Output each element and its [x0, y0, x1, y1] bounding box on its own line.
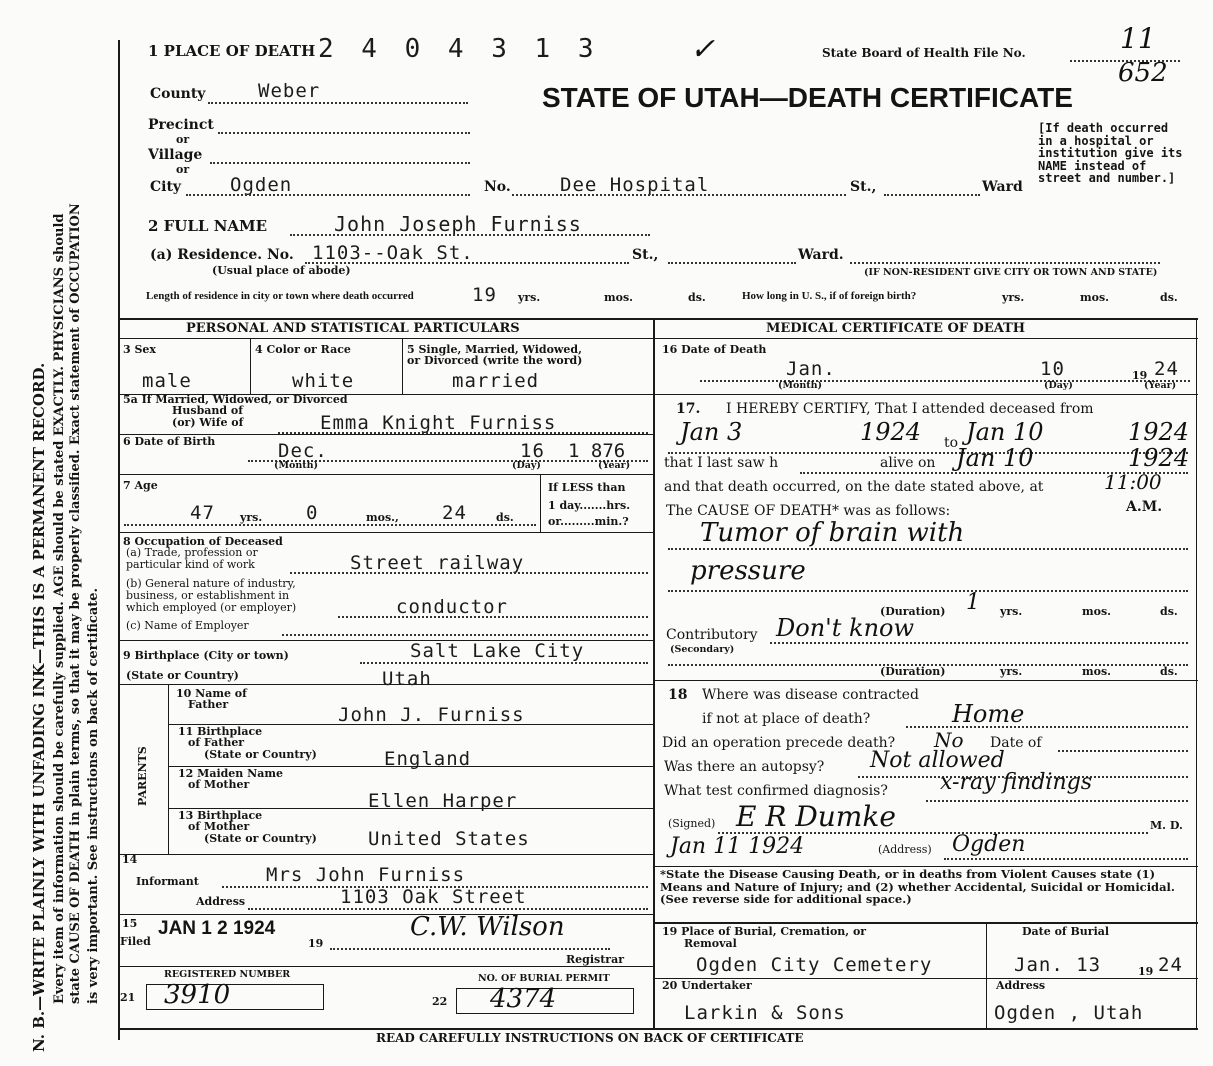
industry-value: conductor — [396, 596, 508, 618]
undertaker-value: Larkin & Sons — [684, 1002, 846, 1024]
death-19-label: 19 — [1132, 369, 1148, 382]
side-note-4: is very important. See instructions on back of certificate. — [86, 587, 101, 1004]
where-value: Home — [952, 700, 1025, 728]
marital-label-2: or Divorced (write the word) — [407, 354, 583, 367]
father-bp-label-1: 11 Birthplace — [178, 725, 263, 738]
birthplace-line — [360, 662, 648, 664]
death-time: 11:00 — [1104, 470, 1162, 494]
st-label: St., — [850, 179, 877, 195]
father-bp-value: England — [384, 748, 472, 770]
full-name-value: John Joseph Furniss — [334, 212, 582, 236]
signed-label: (Signed) — [668, 817, 716, 830]
physician-address-label: (Address) — [878, 843, 932, 856]
item-14-number: 14 — [122, 853, 138, 866]
informant-address-line — [248, 908, 648, 910]
burial-permit-label: NO. OF BURIAL PERMIT — [478, 973, 610, 984]
age-divider — [540, 474, 541, 532]
precinct-label: Precinct — [148, 117, 214, 133]
duration2-mos-label: mos. — [1082, 665, 1111, 678]
state-country-label: (State or Country) — [126, 669, 239, 682]
burial-permit-value: 4374 — [490, 984, 557, 1014]
dob-month: Dec. — [278, 440, 328, 462]
us-mos-label: mos. — [1080, 291, 1109, 304]
county-value: Weber — [258, 80, 321, 102]
registered-number-value: 3910 — [164, 980, 231, 1010]
occupation-label-3: particular kind of work — [126, 558, 255, 571]
burial-date-label: Date of Burial — [1022, 925, 1110, 938]
dob-day-caption: (Day) — [512, 460, 541, 471]
undertaker-label: 20 Undertaker — [662, 979, 752, 992]
autopsy-value: Not allowed — [870, 748, 1005, 773]
file-no-1: 11 — [1120, 22, 1156, 55]
no-line — [512, 194, 846, 196]
occupation-label-1: 8 Occupation of Deceased — [123, 535, 283, 548]
physician-signature: E R Dumke — [736, 800, 896, 833]
duration-value: 1 — [966, 590, 980, 615]
marital-value: married — [452, 370, 540, 392]
undertaker-address-label: Address — [996, 979, 1046, 992]
age-line — [124, 524, 536, 526]
us-yrs-label: yrs. — [1002, 291, 1025, 304]
or-label-2: or — [176, 163, 190, 176]
if-less-label-2: 1 day.......hrs. — [548, 499, 631, 512]
operation-label: Did an operation precede death? — [662, 735, 896, 751]
father-bp-label-3: (State or Country) — [204, 748, 317, 761]
burial-label-1: 19 Place of Burial, Cremation, or — [662, 925, 867, 938]
city-value: Ogden — [230, 174, 293, 196]
last-saw-date: Jan 10 — [956, 444, 1034, 472]
residence-st-line — [668, 262, 796, 264]
cause-line-2: pressure — [690, 556, 806, 586]
residence-label: (a) Residence. No. — [150, 247, 294, 263]
mother-bp-label-2: of Mother — [188, 820, 250, 833]
industry-label-1: (b) General nature of industry, — [126, 577, 296, 590]
cause-footnote: *State the Disease Causing Death, or in deaths from Violent Causes state (1) Means and Nature of Injury; and (2) whether Accidental, Suicidal or Homicidal. (See reverse side for additional space.) — [660, 867, 1175, 907]
certify-text: I HEREBY CERTIFY, That I attended deceased from — [726, 401, 1094, 417]
cause-dots-1 — [668, 548, 1188, 550]
length-mos-label: mos. — [604, 291, 633, 304]
marital-label-1: 5 Single, Married, Widowed, — [407, 343, 582, 356]
duration2-yrs-label: yrs. — [1000, 665, 1023, 678]
item-22-number: 22 — [432, 995, 448, 1008]
informant-label: Informant — [136, 875, 199, 888]
physician-address: Ogden — [952, 832, 1026, 857]
item-15-number: 15 — [122, 917, 138, 930]
mother-label-1: 12 Maiden Name — [178, 767, 283, 780]
row-7-line — [118, 532, 653, 533]
side-note-1: N. B.—WRITE PLAINLY WITH UNFADING INK—THIS IS A PERMANENT RECORD. — [30, 362, 48, 1052]
hospital-note: [If death occurred in a hospital or institution give its NAME instead of street and number.] — [1038, 121, 1183, 186]
duration2-ds-label: ds. — [1160, 665, 1178, 678]
last-saw-text: that I last saw h — [664, 455, 779, 471]
registered-number-label: REGISTERED NUMBER — [164, 969, 291, 980]
attended-line — [668, 452, 1188, 454]
if-less-label-1: If LESS than — [548, 481, 626, 494]
dob-year: 1 876 — [568, 440, 626, 462]
length-ds-label: ds. — [688, 291, 706, 304]
residence-ward-label: Ward. — [798, 247, 844, 263]
age-mos-label: mos., — [366, 511, 399, 524]
duration2-label: (Duration) — [880, 665, 946, 678]
death-year-caption: (Year) — [1144, 380, 1177, 391]
county-line — [208, 102, 468, 104]
death-day-caption: (Day) — [1044, 380, 1073, 391]
length-residence-value: 19 — [472, 284, 497, 306]
medical-section-title: MEDICAL CERTIFICATE OF DEATH — [766, 321, 1026, 336]
row-16-line — [653, 394, 1198, 395]
registrar-signature: C.W. Wilson — [410, 912, 565, 942]
residence-value: 1103--Oak St. — [312, 242, 474, 264]
row-15-line — [118, 966, 653, 967]
mother-bp-value: United States — [368, 828, 530, 850]
where-label-2: if not at place of death? — [702, 711, 871, 727]
age-label: 7 Age — [123, 479, 158, 492]
sex-divider — [250, 338, 251, 394]
age-years: 47 — [190, 502, 215, 524]
sex-value: male — [142, 370, 192, 392]
full-name-label: 2 FULL NAME — [148, 217, 268, 235]
burial-divider — [986, 922, 987, 1028]
age-days: 24 — [442, 502, 467, 524]
date-of-death-label: 16 Date of Death — [662, 343, 767, 356]
file-no-2: 652 — [1118, 58, 1168, 88]
filed-19-label: 19 — [308, 937, 324, 950]
item-18-number: 18 — [668, 687, 688, 703]
dob-month-caption: (Month) — [274, 460, 319, 471]
industry-label-2: business, or establishment in — [126, 589, 290, 602]
spouse-value: Emma Knight Furniss — [320, 412, 557, 434]
employer-line — [282, 634, 648, 636]
father-label-1: 10 Name of — [176, 687, 247, 700]
burial-19-label: 19 — [1138, 965, 1154, 978]
informant-address-label: Address — [196, 895, 246, 908]
grid-section-line — [118, 338, 1198, 339]
no-label: No. — [484, 179, 511, 195]
side-note-3: state CAUSE OF DEATH in plain terms, so that it may be properly classified. Exact statement of OCCUPATION — [68, 203, 83, 1004]
cause-label: The CAUSE OF DEATH* was as follows: — [666, 503, 951, 519]
last-saw-year: 1924 — [1128, 444, 1190, 472]
date-of-label: Date of — [990, 735, 1042, 751]
if-less-label-3: or.........min.? — [548, 515, 629, 528]
residence-line — [305, 262, 629, 264]
registrar-line — [330, 948, 610, 950]
signed-date: Jan 11 1924 — [670, 834, 805, 859]
certificate-title: STATE OF UTAH—DEATH CERTIFICATE — [542, 82, 1073, 113]
industry-label-3: which employed (or employer) — [126, 601, 297, 614]
length-residence-label: Length of residence in city or town where death occurred — [146, 290, 414, 302]
grid-top-line — [118, 318, 1198, 320]
occupation-line — [290, 572, 648, 574]
ward-line — [884, 194, 980, 196]
certificate-number: 2 4 0 4 3 1 3 — [318, 34, 600, 64]
burial-place: Ogden City Cemetery — [696, 954, 933, 976]
us-ds-label: ds. — [1160, 291, 1178, 304]
how-long-label: How long in U. S., if of foreign birth? — [742, 290, 917, 302]
death-month-caption: (Month) — [778, 380, 823, 391]
cause-dots-2 — [668, 590, 1188, 592]
duration-yrs-label: yrs. — [1000, 605, 1023, 618]
filed-stamp: JAN 1 2 1924 — [158, 918, 276, 939]
attended-from-year: 1924 — [860, 418, 922, 446]
filed-label: Filed — [120, 935, 151, 948]
informant-address-value: 1103 Oak Street — [340, 886, 527, 908]
item-21-number: 21 — [120, 991, 136, 1004]
spouse-label-3: (or) Wife of — [172, 416, 244, 429]
precinct-line — [218, 132, 470, 134]
md-label: M. D. — [1150, 819, 1183, 832]
undertaker-address: Ogden , Utah — [994, 1002, 1144, 1024]
or-label-1: or — [176, 133, 190, 146]
contributory-line — [770, 642, 1188, 644]
burial-label-2: Removal — [684, 937, 737, 950]
registrar-label: Registrar — [566, 953, 625, 966]
diagnosis-value: x-ray findings — [940, 770, 1093, 795]
burial-date: Jan. 13 — [1014, 954, 1102, 976]
village-line — [210, 162, 470, 164]
side-note-2: Every item of information should be carefully supplied. AGE should be stated EXACTLY. PHYSICIANS should — [52, 213, 67, 1004]
non-resident-note: (IF NON-RESIDENT GIVE CITY OR TOWN AND STATE) — [864, 267, 1158, 278]
death-year: 24 — [1154, 358, 1179, 380]
secondary-label: (Secondary) — [670, 644, 735, 655]
duration-mos-label: mos. — [1082, 605, 1111, 618]
contributory-label: Contributory — [666, 627, 758, 643]
father-label-2: Father — [188, 698, 229, 711]
age-yrs-label: yrs. — [240, 511, 263, 524]
spouse-label-1: 5a If Married, Widowed, or Divorced — [123, 393, 348, 406]
footer-instructions: READ CAREFULLY INSTRUCTIONS ON BACK OF CERTIFICATE — [376, 1031, 804, 1045]
left-border — [118, 40, 120, 1040]
age-ds-label: ds. — [496, 511, 514, 524]
city-line — [186, 194, 470, 196]
ward-label: Ward — [982, 179, 1023, 195]
mother-bp-label-1: 13 Birthplace — [178, 809, 263, 822]
village-label: Village — [148, 147, 203, 163]
attended-to-year: 1924 — [1128, 418, 1190, 446]
row-17-line — [653, 680, 1198, 681]
mother-bp-label-3: (State or Country) — [204, 832, 317, 845]
dob-day: 16 — [520, 440, 545, 462]
operation-line — [1058, 750, 1188, 752]
row-9-line — [118, 684, 653, 685]
usual-place-label: (Usual place of abode) — [212, 264, 351, 277]
county-label: County — [150, 86, 206, 102]
spouse-label-2: Husband of — [172, 404, 243, 417]
death-day: 10 — [1040, 358, 1065, 380]
parents-label: PARENTS — [136, 746, 149, 806]
to-label: to — [944, 435, 959, 451]
place-of-death-label: 1 PLACE OF DEATH — [148, 42, 316, 60]
state-board-label: State Board of Health File No. — [822, 46, 1026, 60]
operation-value: No — [934, 728, 964, 752]
row-footnote-line — [653, 922, 1198, 924]
contributory-value: Don't know — [776, 614, 915, 642]
alive-on-label: alive on — [880, 455, 936, 471]
color-divider — [402, 338, 403, 394]
duration-ds-label: ds. — [1160, 605, 1178, 618]
death-occurred-text: and that death occurred, on the date stated above, at — [664, 479, 1044, 495]
attended-to: Jan 10 — [966, 418, 1044, 446]
city-label: City — [150, 179, 182, 195]
diagnosis-label: What test confirmed diagnosis? — [664, 783, 888, 799]
hospital-value: Dee Hospital — [560, 174, 710, 196]
attended-from: Jan 3 — [680, 418, 743, 446]
employer-label: (c) Name of Employer — [126, 619, 249, 632]
age-months: 0 — [306, 502, 319, 524]
dob-year-caption: (Year) — [598, 460, 631, 471]
row-14-line — [118, 914, 653, 915]
diagnosis-line — [926, 800, 1188, 802]
birthplace-label: 9 Birthplace (City or town) — [123, 649, 289, 662]
occupation-value: Street railway — [350, 552, 525, 574]
occupation-label-2: (a) Trade, profession or — [126, 546, 258, 559]
am-label: A.M. — [1126, 499, 1163, 515]
residence-st-label: St., — [632, 247, 659, 263]
mother-value: Ellen Harper — [368, 790, 518, 812]
check-mark: ✓ — [690, 32, 716, 67]
full-name-line — [290, 234, 650, 236]
physician-address-line — [944, 858, 1188, 860]
where-label: Where was disease contracted — [702, 687, 919, 703]
mother-label-2: of Mother — [188, 778, 250, 791]
burial-year: 24 — [1158, 954, 1183, 976]
sex-label: 3 Sex — [123, 343, 156, 356]
personal-section-title: PERSONAL AND STATISTICAL PARTICULARS — [186, 321, 520, 336]
death-month: Jan. — [786, 358, 836, 380]
father-value: John J. Furniss — [338, 704, 525, 726]
duration-label: (Duration) — [880, 605, 946, 618]
birthplace-city: Salt Lake City — [410, 640, 585, 662]
row-13-line — [118, 854, 653, 855]
color-label: 4 Color or Race — [255, 343, 351, 356]
death-date-line — [700, 380, 1190, 382]
length-yrs-label: yrs. — [518, 291, 541, 304]
color-value: white — [292, 370, 355, 392]
cause-line-1: Tumor of brain with — [700, 518, 965, 548]
item-17-number: 17. — [676, 401, 701, 417]
grid-bottom-line — [118, 1028, 1198, 1030]
dob-label: 6 Date of Birth — [123, 435, 216, 448]
row-6-line — [118, 474, 653, 475]
residence-ward-line — [850, 262, 1160, 264]
parents-divider — [168, 684, 169, 854]
autopsy-label: Was there an autopsy? — [664, 759, 825, 775]
informant-value: Mrs John Furniss — [266, 864, 466, 886]
industry-line — [338, 616, 648, 618]
birthplace-state: Utah — [382, 668, 432, 690]
father-bp-label-2: of Father — [188, 736, 245, 749]
